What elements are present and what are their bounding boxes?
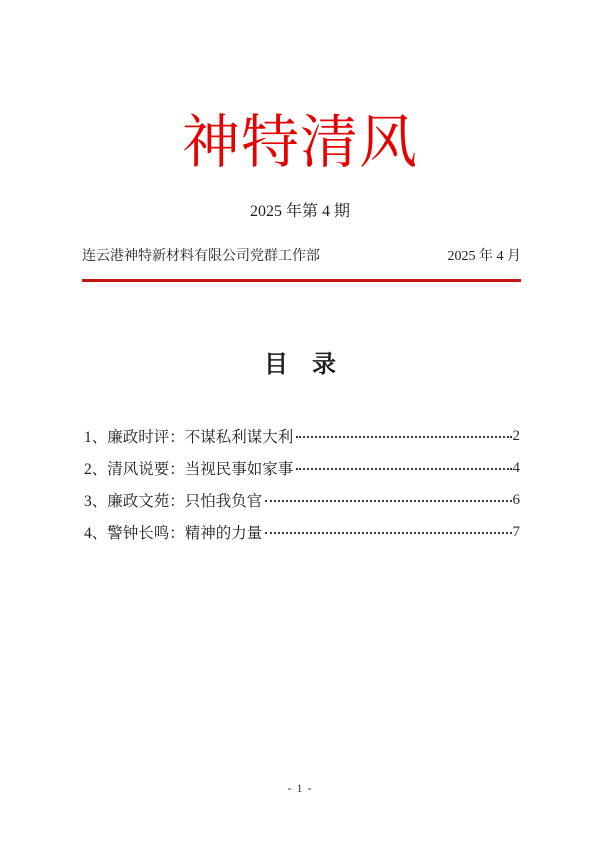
toc-entry xyxy=(84,420,520,452)
footer-page-number: - 1 - xyxy=(287,781,313,795)
toc-entry-page: 4 xyxy=(512,459,520,476)
toc-entry-label: 3、廉政文苑：只怕我负官 xyxy=(84,493,263,510)
toc-entry xyxy=(84,516,520,548)
newsletter-title: 神特清风 xyxy=(181,110,418,175)
red-divider-rule xyxy=(82,279,521,282)
toc-entry-page: 2 xyxy=(512,427,520,444)
toc-entry-label: 1、廉政时评：不谋私利谋大利 xyxy=(84,429,294,446)
toc-entry-page: 7 xyxy=(512,523,520,540)
issue-number: 2025 年第 4 期 xyxy=(249,203,350,220)
toc-entry xyxy=(84,484,520,516)
publisher-name: 连云港神特新材料有限公司党群工作部 xyxy=(82,249,320,264)
publication-date: 2025 年 4 月 xyxy=(447,249,521,264)
toc-dot-leader xyxy=(265,532,511,534)
toc-list xyxy=(84,420,520,548)
toc-dot-leader xyxy=(296,436,511,438)
toc-entry-label: 2、清风说要：当视民事如家事 xyxy=(84,461,294,478)
toc-heading: 目 录 xyxy=(264,352,336,378)
toc-entry xyxy=(84,452,520,484)
publisher-row xyxy=(82,247,521,267)
toc-dot-leader xyxy=(296,468,511,470)
toc-entry-page: 6 xyxy=(512,491,520,508)
toc-dot-leader xyxy=(265,500,511,502)
toc-entry-label: 4、警钟长鸣：精神的力量 xyxy=(84,525,263,542)
